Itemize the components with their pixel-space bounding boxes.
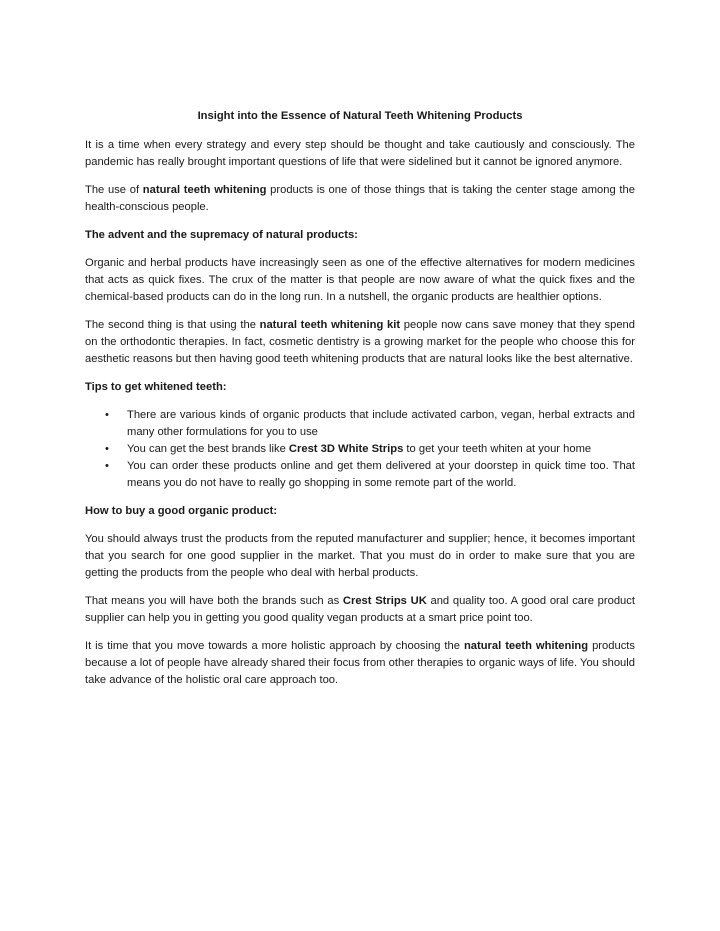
text-run: and quality too. A good oral care product supplier can help you in getting you good quality vegan products at a smart price point too. [85,595,635,624]
intro-paragraph: It is a time when every strategy and every step should be thought and take cautiously and consciously. The pandemic has really brought important questions of life that were sidelined but it cannot be ignored anymore. [85,139,635,168]
bullet-icon: • [105,443,109,455]
whitening-kit-paragraph [85,317,635,368]
list-item-text: There are various kinds of organic products that include activated carbon, vegan, herbal extracts and many other formulations for you to use [127,409,635,438]
bold-keyword: Crest 3D White Strips [288,443,404,455]
list-item [85,407,635,441]
section-heading-advent: The advent and the supremacy of natural products: [85,229,358,241]
section-heading-buy: How to buy a good organic product: [85,505,278,517]
text-run: It is time that you move towards a more holistic approach by choosing the [85,640,464,652]
text-run: That means you will have both the brands such as [85,595,343,607]
document-title: Insight into the Essence of Natural Teeth Whitening Products [197,110,523,122]
natural-whitening-paragraph [85,182,635,216]
bold-keyword: natural teeth whitening [142,184,267,196]
bullet-icon: • [105,409,109,421]
text-run: The second thing is that using the [85,319,260,331]
bold-keyword: natural teeth whitening kit [259,319,401,331]
text-run: products is one of those things that is taking the center stage among the health-conscious people. [85,184,635,213]
list-item-text: You can order these products online and get them delivered at your doorstep in quick time too. That means you do not have to really go shopping in some remote part of the world. [127,460,635,489]
text-run: to get your teeth whiten at your home [403,443,592,455]
bold-keyword: Crest Strips UK [342,595,427,607]
crest-strips-paragraph [85,593,635,627]
organic-products-paragraph: Organic and herbal products have increasingly seen as one of the effective alternatives for modern medicines that acts as quick fixes. The crux of the matter is that people are now aware of what the quick fixes and the chemical-based products can do in the long run. In a nutshell, the organic products are healthier options. [85,257,635,303]
text-run: You can get the best brands like [127,443,289,455]
text-run: The use of [85,184,143,196]
list-item [85,458,635,492]
document-page [85,108,635,700]
holistic-approach-paragraph [85,638,635,689]
trusted-supplier-paragraph: You should always trust the products from the reputed manufacturer and supplier; hence, it becomes important that you search for one good supplier in the market. That you must do in order to make sure that you are getting the products from the people who deal with herbal products. [85,533,635,579]
list-item [85,441,635,458]
bullet-icon: • [105,460,109,472]
text-run: people now cans save money that they spend on the orthodontic therapies. In fact, cosmetic dentistry is a growing market for the people who choose this for aesthetic reasons but then having good teeth whitening products that are natural looks like the best alternative. [85,319,635,365]
text-run: products because a lot of people have already shared their focus from other therapies to organic ways of life. You should take advance of the holistic oral care approach too. [85,640,635,686]
bold-keyword: natural teeth whitening [463,640,589,652]
tips-list [85,407,635,492]
section-heading-tips: Tips to get whitened teeth: [85,381,227,393]
